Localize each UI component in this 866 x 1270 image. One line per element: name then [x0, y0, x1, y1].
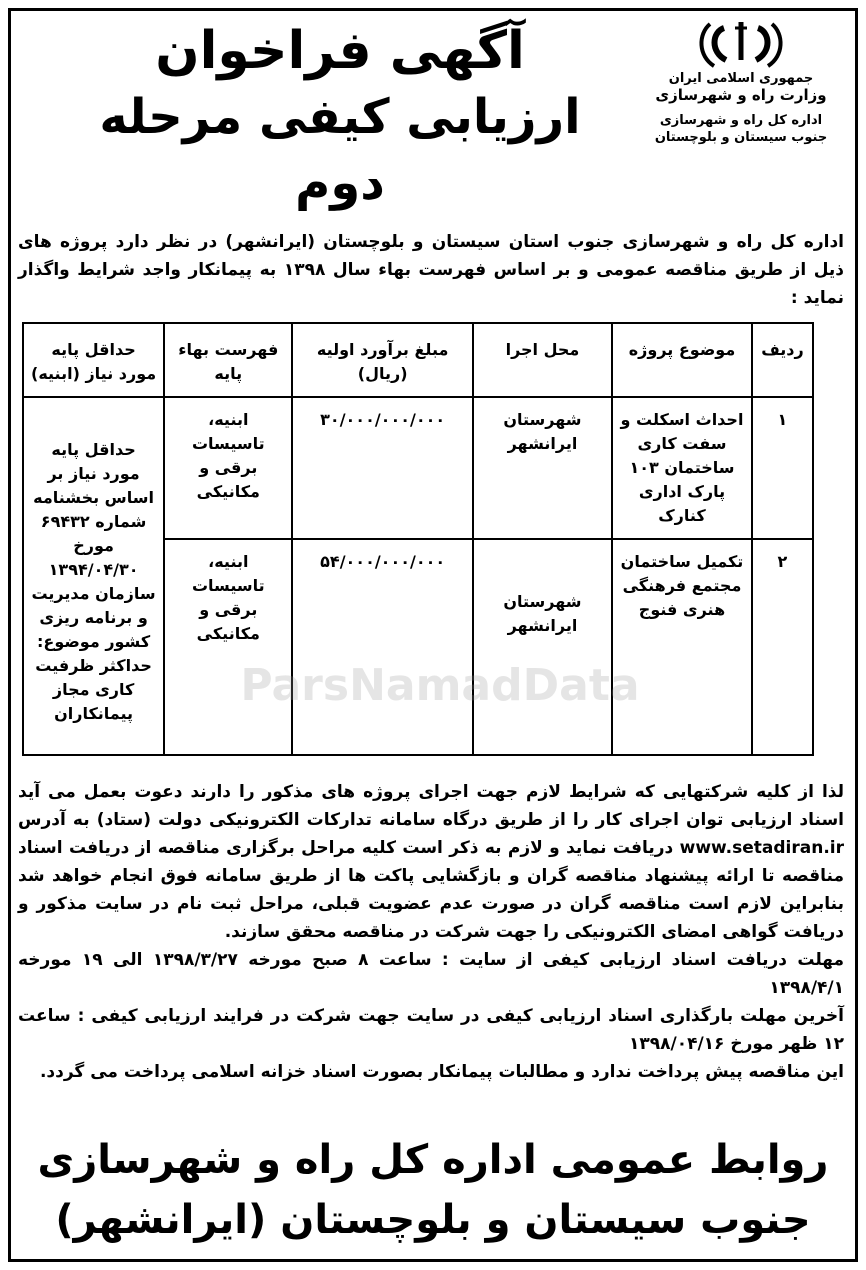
body-paragraph-3: آخرین مهلت بارگذاری اسناد ارزیابی کیفی در سایت جهت شرکت در فرایند ارزیابی کیفی : ساعت ۱۲ ظهر مورخ ۱۳۹۸/۰۴/۱۶: [18, 1006, 844, 1054]
page-title: آگهی فراخوان: [155, 21, 525, 81]
col-location: محل اجرا: [473, 323, 612, 397]
footer-line-1: روابط عمومی اداره کل راه و شهرسازی: [37, 1137, 829, 1183]
col-estimated-amount: مبلغ برآورد اولیه (ریال): [292, 323, 472, 397]
office-line-1: اداره کل راه و شهرسازی: [659, 113, 823, 128]
page-subtitle: ارزیابی کیفی مرحله دوم: [99, 89, 581, 211]
watermark: ParsNamadData: [240, 660, 640, 711]
cell-location: شهرستان ایرانشهر: [473, 539, 612, 755]
cell-min-grade-note: حداقل پایه مورد نیاز بر اساس بخشنامه شماره ۶۹۴۳۲ مورخ ۱۳۹۴/۰۴/۳۰ سازمان مدیریت و برنامه ریزی کشور موضوع: حداکثر ظرفیت کاری مجاز پیمانکاران: [23, 397, 164, 755]
col-project-subject: موضوع پروژه: [612, 323, 752, 397]
cell-estimated-amount: ۵۴/۰۰۰/۰۰۰/۰۰۰: [292, 539, 472, 755]
col-base-price-list: فهرست بهاء پایه: [164, 323, 292, 397]
cell-base-price-list: ابنیه، تاسیسات برقی و مکانیکی: [164, 539, 292, 755]
cell-project-subject: احداث اسکلت و سفت کاری ساختمان ۱۰۳ پارک اداری کنارک: [612, 397, 752, 539]
body-text: [18, 778, 844, 1086]
body-paragraph-4: این مناقصه پیش پرداخت ندارد و مطالبات پیمانکار بصورت اسناد خزانه اسلامی پرداخت می گردد.: [39, 1062, 844, 1082]
intro-paragraph: اداره کل راه و شهرسازی جنوب استان سیستان و بلوچستان (ایرانشهر) در نظر دارد پروژه های ذیل از طریق مناقصه عمومی و بر اساس فهرست بهاء سال ۱۳۹۸ به پیمانکار واجد شرایط واگذار نماید :: [18, 232, 844, 308]
body-paragraph-2: مهلت دریافت اسناد ارزیابی کیفی از سایت : ساعت ۸ صبح مورخه ۱۳۹۸/۳/۲۷ الی ۱۹ مورخه ۱۳۹۸/۴/۱: [18, 950, 845, 998]
table-header-row: [23, 323, 813, 397]
cell-base-price-list: ابنیه، تاسیسات برقی و مکانیکی: [164, 397, 292, 539]
cell-row-number: ۱: [752, 397, 813, 539]
org-line-1: جمهوری اسلامی ایران: [668, 71, 814, 86]
title-block: [80, 18, 600, 216]
col-min-grade: حداقل پایه مورد نیاز (ابنیه): [23, 323, 164, 397]
cell-project-subject: تکمیل ساختمان مجتمع فرهنگی هنری فنوج: [612, 539, 752, 755]
cell-row-number: ۲: [752, 539, 813, 755]
office-line-2: جنوب سیستان و بلوچستان: [654, 130, 828, 145]
table-row: [23, 397, 813, 539]
body-paragraph-1: لذا از کلیه شرکتهایی که شرایط لازم جهت اجرای پروژه های مذکور را دارند دعوت بعمل می آید اسناد ارزیابی توان اجرای کار را از طریق درگاه سامانه تدارکات الکترونیکی دولت (ستاد) به آدرس www.setadiran.ir دریافت نماید و لازم به ذکر است کلیه مراحل برگزاری مناقصه از دریافت اسناد مناقصه تا ارائه پیشنهاد مناقصه گران و بازگشایی پاکت ها از طریق سامانه فوق انجام خواهد شد بنابراین لازم است مناقصه گران در صورت عدم عضویت قبلی، مراحل ثبت نام در سایت مذکور و دریافت گواهی امضای الکترونیکی را جهت شرکت در مناقصه محقق سازند.: [18, 782, 844, 942]
org-line-2: وزارت راه و شهرسازی: [655, 86, 827, 104]
emblem-block: [636, 18, 846, 146]
iran-emblem-icon: [696, 18, 786, 70]
cell-estimated-amount: ۳۰/۰۰۰/۰۰۰/۰۰۰: [292, 397, 472, 539]
col-row-number: ردیف: [752, 323, 813, 397]
cell-location: شهرستان ایرانشهر: [473, 397, 612, 539]
header: [20, 18, 846, 218]
footer-line-2: جنوب سیستان و بلوچستان (ایرانشهر): [55, 1197, 811, 1243]
footer-signature: [0, 1130, 866, 1250]
